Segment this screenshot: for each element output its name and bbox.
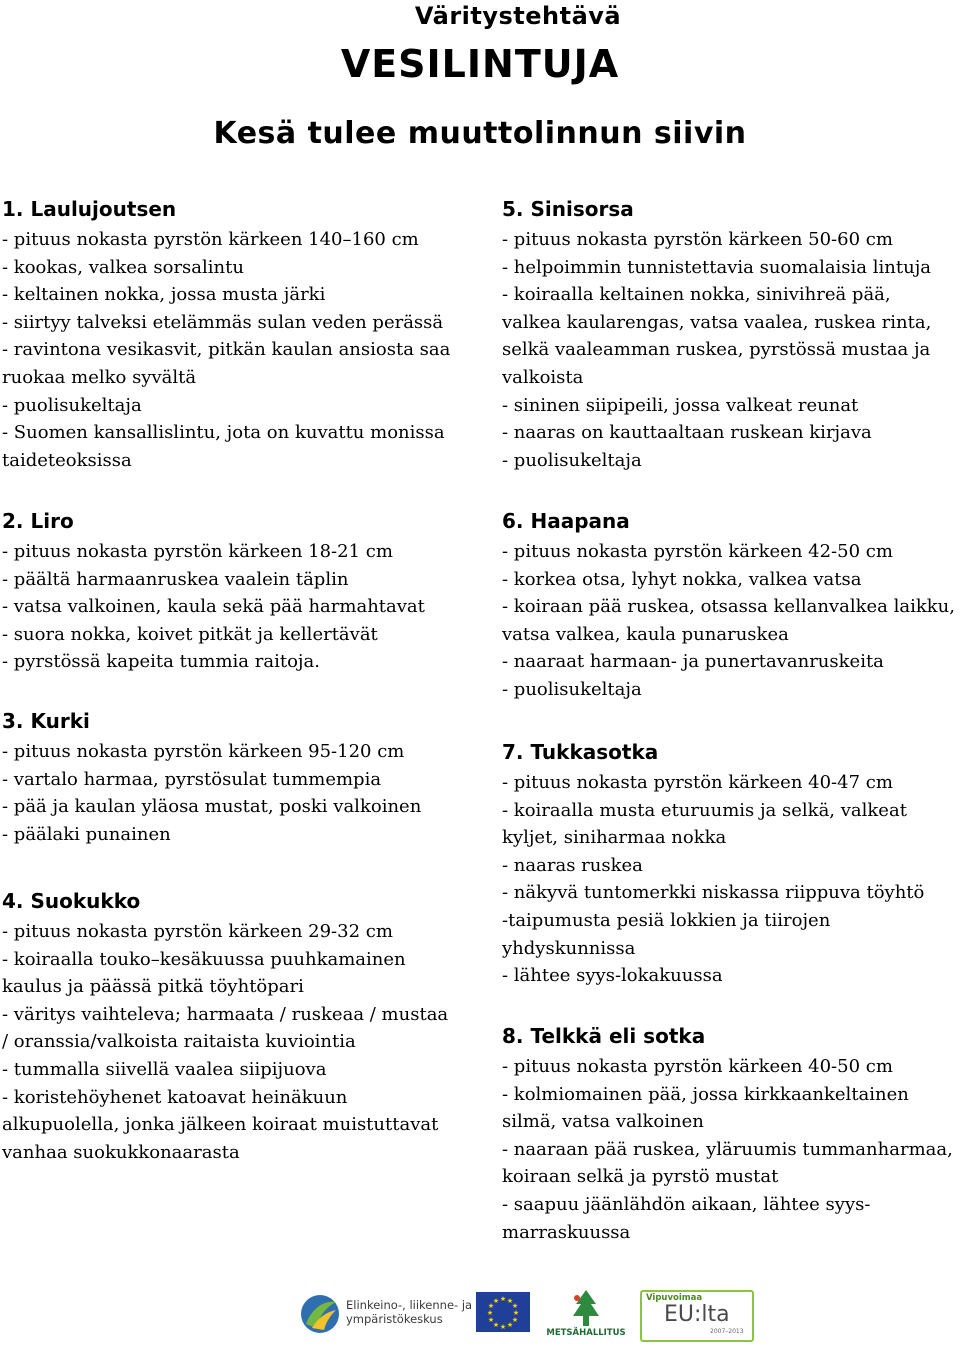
text-line: taideteoksissa [2,449,132,471]
eulta-text: EU:lta [664,1302,730,1327]
section-heading: 2. Liro [2,509,74,533]
svg-text:★: ★ [499,1295,507,1303]
section-heading: 3. Kurki [2,709,90,733]
text-line: - helpoimmin tunnistettavia suomalaisia lintuja [502,256,932,278]
text-line: - pää ja kaulan yläosa mustat, poski valkoinen [2,796,422,818]
text-line: silmä, vatsa valkoinen [502,1111,704,1133]
text-line: - pituus nokasta pyrstön kärkeen 18-21 cm [2,541,393,562]
text-line: - koiraalla musta eturuumis ja selkä, valkeat [502,799,907,821]
svg-text:★: ★ [487,1302,495,1310]
svg-text:★: ★ [486,1309,494,1317]
metsahallitus-logo [543,1288,629,1340]
text-line: - vatsa valkoinen, kaula sekä pää harmahtavat [2,596,425,618]
section-haapana [502,504,958,704]
text-line: - naaras on kauttaaltaan ruskean kirjava [502,422,872,444]
text-line: - koiraalla keltainen nokka, sinivihreä pää, [502,284,891,306]
text-line: - pituus nokasta pyrstön kärkeen 50-60 cm [502,229,893,250]
text-line: marraskuussa [502,1221,631,1243]
section-heading: 7. Tukkasotka [502,740,659,764]
text-line: - vartalo harmaa, pyrstösulat tummempia [2,768,382,790]
text-line: - Suomen kansallislintu, jota on kuvattu monissa [2,422,445,444]
text-line: vatsa valkea, kaula punaruskea [502,623,789,645]
svg-text:★: ★ [511,1316,519,1324]
svg-text:★: ★ [492,1321,500,1329]
text-line: - puolisukeltaja [2,394,142,416]
vipuvoimaa-text: Vipuvoimaa [646,1293,703,1303]
section-heading: 8. Telkkä eli sotka [502,1024,706,1048]
text-line: yhdyskunnissa [502,937,636,959]
text-line: - sininen siipipeili, jossa valkeat reunat [502,394,859,416]
text-line: - korkea otsa, lyhyt nokka, valkea vatsa [502,568,862,590]
text-line: ruokaa melko syvältä [2,366,197,388]
text-line: kaulus ja päässä pitkä töyhtöpari [2,976,304,998]
vipuvoimaa-logo [640,1290,754,1342]
text-line: - pituus nokasta pyrstön kärkeen 42-50 cm [502,541,893,562]
ely-leaf-icon [298,1292,342,1336]
text-line: - koiraalla touko–kesäkuussa puuhkamainen [2,948,406,970]
svg-text:★: ★ [487,1316,495,1324]
ely-text [346,1298,472,1326]
text-line: - ravintona vesikasvit, pitkän kaulan ansiosta saa [2,339,451,361]
section-telkka [502,1019,958,1246]
section-sinisorsa [502,192,958,474]
text-line: - pyrstössä kapeita tummia raitoja. [2,651,320,673]
text-line: - suora nokka, koivet pitkät ja kellertävät [2,623,378,645]
page-title: VESILINTUJA [340,42,620,86]
text-line: - koristehöyhenet katoavat heinäkuun [2,1086,348,1108]
text-line: - päälaki punainen [2,823,171,845]
svg-text:★: ★ [492,1297,500,1305]
text-line: - naaras ruskea [502,854,643,876]
section-heading: 5. Sinisorsa [502,197,634,221]
svg-text:★: ★ [506,1297,514,1305]
text-line: - keltainen nokka, jossa musta järki [2,284,326,306]
metsahallitus-text: METSÄHALLITUS [546,1328,626,1338]
section-liro [2,504,492,676]
tree-icon [543,1288,629,1328]
text-line: - puolisukeltaja [502,449,642,471]
footer-logos [298,1286,768,1342]
text-line: - saapuu jäänlähdön aikaan, lähtee syys- [502,1193,871,1215]
section-suokukko [2,884,492,1166]
text-line: -taipumusta pesiä lokkien ja tiirojen [502,909,831,931]
text-line: - koiraan pää ruskea, otsassa kellanvalkea laikku, [502,596,955,618]
ely-line-1: Elinkeino-, liikenne- ja [346,1298,473,1312]
text-line: selkä vaaleamman ruskea, pyrstössä mustaa ja [502,339,931,361]
text-line: - pituus nokasta pyrstön kärkeen 40-47 cm [502,772,893,793]
text-line: - pituus nokasta pyrstön kärkeen 140–160 cm [2,229,419,250]
text-line: - naaraat harmaan- ja punertavanruskeita [502,651,884,673]
text-line: alkupuolella, jonka jälkeen koiraat muistuttavat [2,1114,439,1136]
text-line: kyljet, siniharmaa nokka [502,827,727,849]
section-tukkasotka [502,735,958,990]
text-line: valkea kaularengas, vatsa vaalea, ruskea rinta, [502,311,932,333]
text-line: / oranssia/valkoista raitaista kuviointia [2,1031,356,1053]
years-text: 2007–2013 [710,1328,744,1335]
text-line: - puolisukeltaja [502,678,642,700]
text-line: koiraan selkä ja pyrstö mustat [502,1166,779,1188]
kicker: Väritystehtävä [414,2,622,30]
svg-text:★: ★ [512,1309,520,1317]
text-line: - lähtee syys-lokakuussa [502,965,723,987]
text-line: - päältä harmaanruskea vaalein täplin [2,568,349,590]
svg-text:★: ★ [506,1321,514,1329]
text-line: - naaraan pää ruskea, yläruumis tummanharmaa, [502,1138,953,1160]
section-heading: 6. Haapana [502,509,630,533]
ely-line-2: ympäristökeskus [346,1312,443,1326]
text-line: - näkyvä tuntomerkki niskassa riippuva töyhtö [502,882,925,904]
text-line: - kolmiomainen pää, jossa kirkkaankeltainen [502,1083,909,1105]
text-line: - kookas, valkea sorsalintu [2,256,244,278]
svg-text:★: ★ [511,1302,519,1310]
section-heading: 1. Laulujoutsen [2,197,177,221]
text-line: - siirtyy talveksi etelämmäs sulan veden perässä [2,311,444,333]
text-line: - pituus nokasta pyrstön kärkeen 40-50 cm [502,1056,893,1077]
text-line: - pituus nokasta pyrstön kärkeen 95-120 cm [2,741,405,762]
ely-keskus-logo [298,1292,473,1336]
text-line: valkoista [502,366,584,388]
text-line: - tummalla siivellä vaalea siipijuova [2,1058,327,1080]
text-line: vanhaa suokukkonaarasta [2,1141,240,1163]
text-line: - väritys vaihteleva; harmaata / ruskeaa / mustaa [2,1003,449,1025]
svg-text:★: ★ [499,1323,507,1331]
eu-flag-logo [476,1292,530,1332]
eu-stars-icon [476,1292,530,1332]
text-line: - pituus nokasta pyrstön kärkeen 29-32 cm [2,921,393,942]
page-subtitle: Kesä tulee muuttolinnun siivin [213,116,747,151]
section-kurki [2,704,492,848]
section-heading: 4. Suokukko [2,889,141,913]
section-laulujoutsen [2,192,492,474]
